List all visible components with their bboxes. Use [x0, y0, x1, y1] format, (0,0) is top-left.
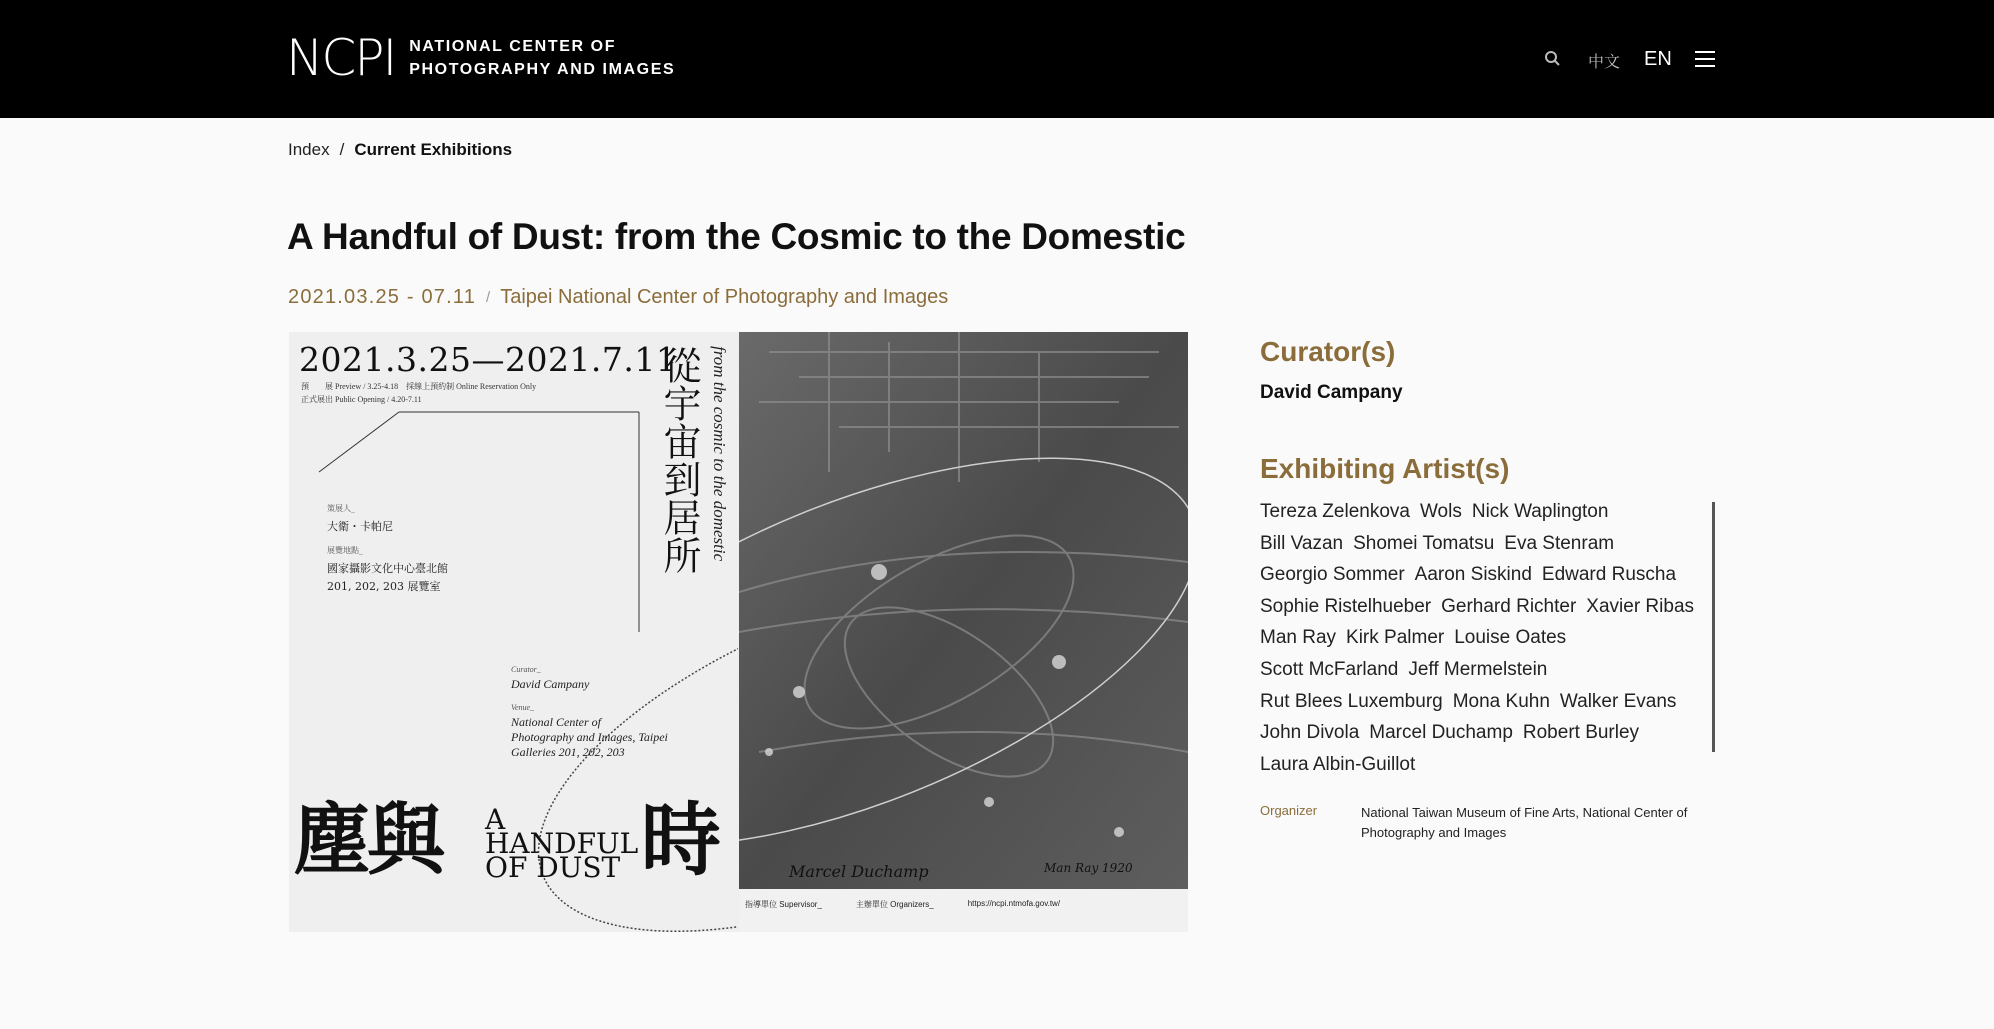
poster-big-title-en [485, 803, 639, 884]
artist-name[interactable]: Aaron Siskind [1414, 564, 1532, 586]
artist-name[interactable]: Gerhard Richter [1441, 595, 1577, 617]
artist-name[interactable]: Xavier Ribas [1586, 595, 1695, 617]
breadcrumb-separator: / [339, 140, 345, 159]
breadcrumb-index-link[interactable]: Index [288, 140, 330, 159]
meta-separator: / [486, 289, 491, 306]
poster-footer [739, 889, 1188, 932]
artist-row [1260, 654, 1700, 686]
poster-venue-zh [327, 542, 448, 596]
exhibition-meta [288, 286, 948, 309]
search-icon[interactable] [1544, 50, 1562, 68]
exhibition-dates: 2021.03.25 - 07.11 [288, 286, 477, 308]
artist-name[interactable]: Laura Albin-Guillot [1260, 753, 1416, 775]
artist-row [1260, 686, 1700, 718]
exhibition-poster [289, 332, 1188, 932]
poster-signature-right: Man Ray 1920 [1044, 861, 1133, 875]
artist-name[interactable]: Shomei Tomatsu [1353, 532, 1495, 554]
artist-name[interactable]: Georgio Sommer [1260, 564, 1405, 586]
artist-name[interactable]: Scott McFarland [1260, 658, 1399, 680]
artist-name[interactable]: Walker Evans [1559, 690, 1677, 712]
breadcrumb-current[interactable]: Current Exhibitions [354, 140, 513, 159]
poster-text-panel [289, 332, 738, 932]
artist-name[interactable]: Edward Ruscha [1541, 564, 1677, 586]
artist-name[interactable]: Jeff Mermelstein [1408, 658, 1548, 680]
poster-footer-organizer: 主辦單位 Organizers_ [855, 900, 934, 909]
poster-curator-en-label: Curator_ [511, 665, 541, 674]
artist-name[interactable]: Marcel Duchamp [1369, 722, 1513, 744]
poster-venue-en-line1: National Center of [511, 715, 601, 729]
artist-name[interactable]: Man Ray [1260, 627, 1337, 649]
poster-title-zh-vertical: 從宇宙到居所 [657, 346, 701, 574]
artist-name[interactable]: Sophie Ristelhueber [1260, 595, 1432, 617]
hamburger-icon[interactable] [1695, 51, 1715, 67]
artist-row [1260, 622, 1700, 654]
artist-name[interactable]: Rut Blees Luxemburg [1260, 690, 1443, 712]
artist-name[interactable]: Kirk Palmer [1346, 627, 1445, 649]
poster-big-title-zh-left: 塵與 [293, 795, 442, 886]
site-header [0, 0, 1994, 118]
artist-name[interactable]: Wols [1419, 501, 1462, 522]
poster-curator-zh-name: 大衛・卡帕尼 [327, 520, 393, 533]
poster-curator-zh [327, 500, 393, 536]
poster-footer-row [745, 899, 1060, 910]
poster-preview-line: 預 展 Preview / 3.25-4.18 採線上預約制 Online Reservation Only [301, 382, 537, 391]
artist-name[interactable]: Robert Burley [1522, 722, 1640, 744]
organizer-label: Organizer [1260, 803, 1318, 818]
poster-signature-left: Marcel Duchamp [789, 862, 929, 881]
artist-name[interactable]: Tereza Zelenkova [1260, 501, 1410, 522]
curators-heading: Curator(s) [1260, 336, 1396, 367]
poster-big-en-line1: A [485, 803, 506, 836]
poster-venue-zh-line1: 國家攝影文化中心臺北館 [327, 562, 448, 575]
logo-text [409, 35, 675, 81]
poster-curator-en [511, 662, 668, 760]
artist-list-scrollbar[interactable] [1712, 502, 1715, 752]
page-title: A Handful of Dust: from the Cosmic to the Domestic [287, 216, 1186, 257]
artist-row [1260, 496, 1700, 528]
artist-row [1260, 749, 1700, 781]
poster-dates: 2021.3.25—2021.7.11 [299, 340, 678, 379]
artist-row [1260, 591, 1700, 623]
logo-mark: NCPI [286, 29, 396, 87]
breadcrumb [288, 140, 512, 160]
artist-row [1260, 717, 1700, 749]
poster-footer-supervisor: 指導單位 Supervisor_ [745, 900, 822, 909]
language-english-link[interactable]: EN [1644, 48, 1672, 70]
artists-heading: Exhibiting Artist(s) [1260, 453, 1510, 484]
artist-name[interactable]: Bill Vazan [1260, 532, 1344, 554]
poster-opening-line: 正式展出 Public Opening / 4.20-7.11 [301, 395, 422, 404]
poster-title-en-vertical: from the cosmic to the domestic [710, 346, 729, 562]
poster-big-title-zh-right: 時 [641, 793, 721, 887]
artist-name[interactable]: Eva Stenram [1504, 532, 1615, 554]
language-chinese-link[interactable]: 中文 [1588, 52, 1621, 71]
curator-name: David Campany [1260, 382, 1403, 403]
poster-venue-en-label: Venue_ [511, 703, 535, 712]
organizer-value: National Taiwan Museum of Fine Arts, National Center of Photography and Images [1361, 805, 1688, 840]
poster-curator-zh-label: 策展人_ [327, 504, 355, 513]
logo-line-1: NATIONAL CENTER OF [409, 38, 617, 55]
poster-big-en-line3: OF DUST [485, 851, 621, 884]
poster-venue-en-line2: Photography and Images, Taipei [511, 730, 668, 744]
poster-big-en-line2: HANDFUL [485, 827, 639, 860]
poster-venue-zh-line2: 201, 202, 203 展覽室 [327, 580, 441, 593]
site-logo[interactable] [286, 28, 675, 88]
artist-row [1260, 559, 1700, 591]
artist-list [1260, 496, 1700, 780]
poster-venue-en-line3: Galleries 201, 202, 203 [511, 745, 625, 759]
poster-schedule [301, 380, 536, 406]
poster-footer-url: https://ncpi.ntmofa.gov.tw/ [967, 899, 1061, 908]
artist-name[interactable]: John Divola [1260, 722, 1360, 744]
artist-row [1260, 528, 1700, 560]
poster-photograph [739, 332, 1188, 889]
poster-curator-en-name: David Campany [511, 677, 590, 691]
poster-venue-zh-label: 展覽地點_ [327, 546, 363, 555]
logo-line-2: PHOTOGRAPHY AND IMAGES [409, 61, 676, 78]
artist-name[interactable]: Mona Kuhn [1452, 690, 1550, 712]
artist-name[interactable]: Nick Waplington [1471, 501, 1609, 522]
artist-name[interactable]: Louise Oates [1454, 627, 1567, 649]
exhibition-venue: Taipei National Center of Photography and Images [500, 286, 949, 308]
